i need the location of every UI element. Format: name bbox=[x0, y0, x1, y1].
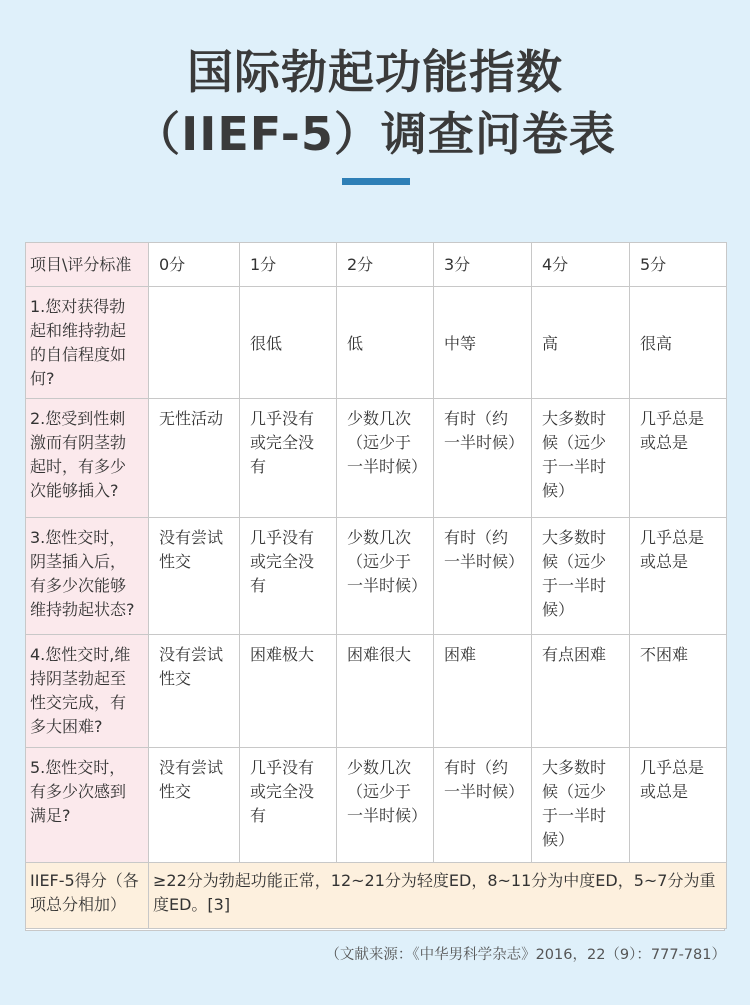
answer-cell: 没有尝试性交 bbox=[149, 518, 240, 635]
answer-cell: 有时（约一半时候） bbox=[434, 748, 532, 863]
answer-cell: 不困难 bbox=[630, 635, 727, 748]
answer-cell: 有点困难 bbox=[532, 635, 630, 748]
title-accent-bar bbox=[342, 178, 410, 185]
table-row bbox=[26, 518, 727, 635]
score-label-cell: IIEF-5得分（各项总分相加） bbox=[26, 863, 149, 929]
answer-cell: 困难很大 bbox=[337, 635, 434, 748]
answer-cell: 几乎总是或总是 bbox=[630, 748, 727, 863]
answer-cell: 高 bbox=[532, 287, 630, 399]
header-cell-score-0: 0分 bbox=[149, 243, 240, 287]
table-row bbox=[26, 287, 727, 399]
header-cell-score-1: 1分 bbox=[240, 243, 337, 287]
answer-cell: 无性活动 bbox=[149, 399, 240, 518]
answer-cell: 几乎总是或总是 bbox=[630, 518, 727, 635]
answer-cell: 几乎没有或完全没有 bbox=[240, 399, 337, 518]
question-cell: 5.您性交时，有多少次感到满足? bbox=[26, 748, 149, 863]
answer-cell: 大多数时候（远少于一半时候） bbox=[532, 518, 630, 635]
answer-cell: 困难极大 bbox=[240, 635, 337, 748]
question-cell: 2.您受到性刺激而有阴茎勃起时，有多少次能够插入? bbox=[26, 399, 149, 518]
answer-cell: 少数几次（远少于一半时候） bbox=[337, 518, 434, 635]
iief5-table bbox=[25, 242, 727, 929]
table-row bbox=[26, 635, 727, 748]
answer-cell: 低 bbox=[337, 287, 434, 399]
table-row bbox=[26, 748, 727, 863]
header-cell-score-5: 5分 bbox=[630, 243, 727, 287]
table-footer-row bbox=[26, 863, 727, 929]
header-cell-item: 项目\评分标准 bbox=[26, 243, 149, 287]
answer-cell: 很低 bbox=[240, 287, 337, 399]
answer-cell: 中等 bbox=[434, 287, 532, 399]
answer-cell: 少数几次（远少于一半时候） bbox=[337, 399, 434, 518]
answer-cell: 大多数时候（远少于一半时候） bbox=[532, 748, 630, 863]
answer-cell: 几乎没有或完全没有 bbox=[240, 518, 337, 635]
header-cell-score-2: 2分 bbox=[337, 243, 434, 287]
answer-cell: 困难 bbox=[434, 635, 532, 748]
answer-cell: 没有尝试性交 bbox=[149, 635, 240, 748]
header-cell-score-3: 3分 bbox=[434, 243, 532, 287]
source-citation: （文献来源：《中华男科学杂志》2016，22（9）：777-781） bbox=[325, 947, 726, 963]
answer-cell: 几乎没有或完全没有 bbox=[240, 748, 337, 863]
answer-cell bbox=[149, 287, 240, 399]
answer-cell: 很高 bbox=[630, 287, 727, 399]
header-cell-score-4: 4分 bbox=[532, 243, 630, 287]
table-header-row bbox=[26, 243, 727, 287]
table-row bbox=[26, 399, 727, 518]
answer-cell: 有时（约一半时候） bbox=[434, 399, 532, 518]
answer-cell: 几乎总是或总是 bbox=[630, 399, 727, 518]
answer-cell: 大多数时候（远少于一半时候） bbox=[532, 399, 630, 518]
question-cell: 3.您性交时，阴茎插入后，有多少次能够维持勃起状态? bbox=[26, 518, 149, 635]
answer-cell: 少数几次（远少于一半时候） bbox=[337, 748, 434, 863]
question-cell: 4.您性交时,维持阴茎勃起至性交完成，有多大困难? bbox=[26, 635, 149, 748]
page-title: 国际勃起功能指数 bbox=[187, 45, 563, 99]
question-cell: 1.您对获得勃起和维持勃起的自信程度如何? bbox=[26, 287, 149, 399]
page-subtitle: （IIEF-5）调查问卷表 bbox=[134, 107, 616, 161]
score-interpretation-cell: ≥22分为勃起功能正常，12~21分为轻度ED，8~11分为中度ED，5~7分为重度ED。[3] bbox=[149, 863, 727, 929]
answer-cell: 有时（约一半时候） bbox=[434, 518, 532, 635]
answer-cell: 没有尝试性交 bbox=[149, 748, 240, 863]
